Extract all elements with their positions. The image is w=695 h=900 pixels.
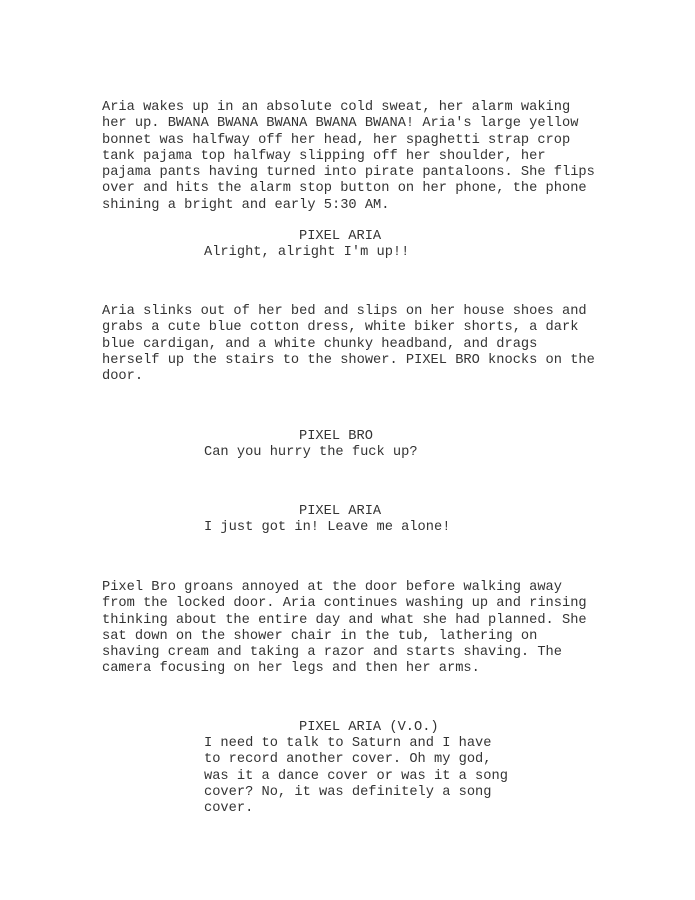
- character-name: PIXEL ARIA: [299, 504, 382, 519]
- dialogue-line: Alright, alright I'm up!!: [204, 245, 410, 260]
- character-name: PIXEL BRO: [299, 429, 373, 444]
- character-name: PIXEL ARIA (V.O.): [299, 720, 439, 735]
- action-paragraph: Aria wakes up in an absolute cold sweat, her alarm waking her up. BWANA BWANA BWANA BWANA BWANA! Aria's large yellow bonnet was halfway off her head, her spaghetti strap crop tank pajama top halfway slipping off her shoulder, her pajama pants having turned into pirate pantaloons. She flips over and hits the alarm stop button on her phone, the phone shining a bright and early 5:30 AM.: [102, 100, 595, 213]
- character-name: PIXEL ARIA: [299, 229, 382, 244]
- dialogue-line: I just got in! Leave me alone!: [204, 520, 451, 535]
- action-paragraph: Pixel Bro groans annoyed at the door before walking away from the locked door. Aria continues washing up and rinsing thinking about the entire day and what she had planned. She sat down on the shower chair in the tub, lathering on shaving cream and taking a razor and starts shaving. The camera focusing on her legs and then her arms.: [102, 580, 587, 677]
- dialogue-line: Can you hurry the fuck up?: [204, 445, 418, 460]
- action-paragraph: Aria slinks out of her bed and slips on her house shoes and grabs a cute blue cotton dress, white biker shorts, a dark blue cardigan, and a white chunky headband, and drags herself up the stairs to the shower. PIXEL BRO knocks on the door.: [102, 304, 595, 385]
- dialogue-line: I need to talk to Saturn and I have to record another cover. Oh my god, was it a dance cover or was it a song cover? No, it was definitely a song cover.: [204, 736, 508, 817]
